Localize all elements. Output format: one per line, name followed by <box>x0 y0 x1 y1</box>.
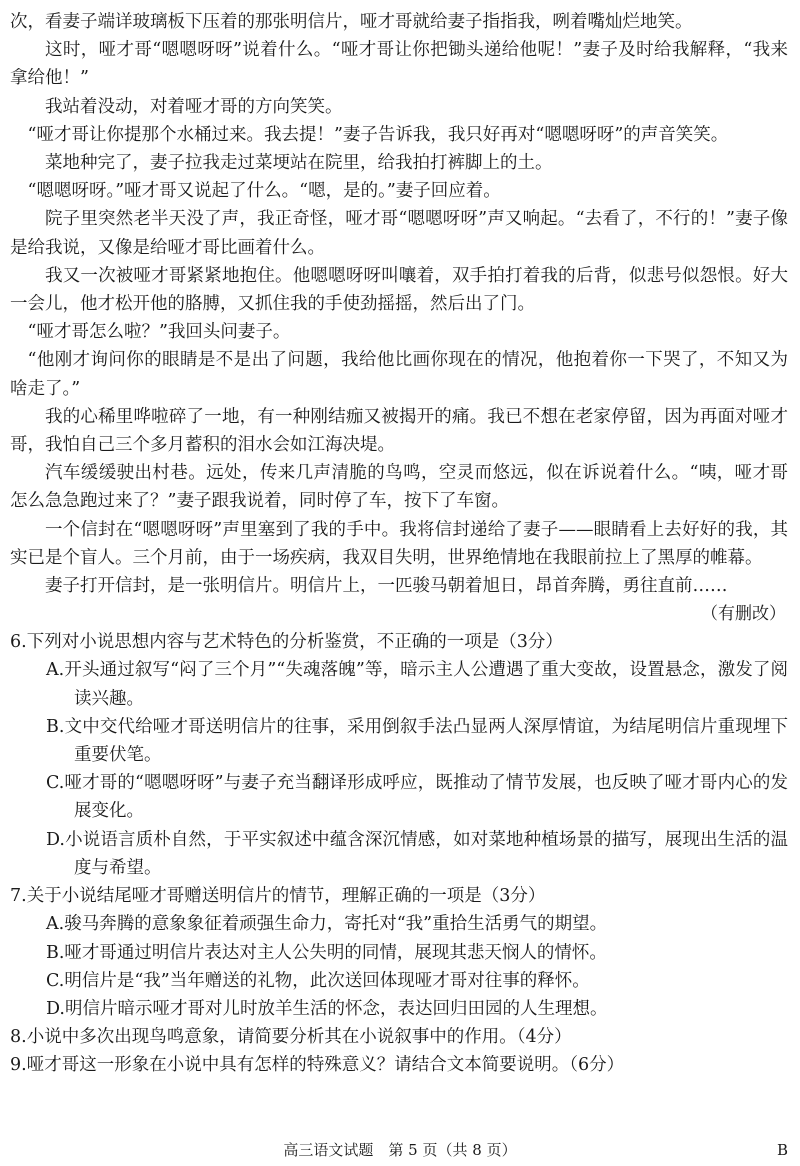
page-number: 高三语文试题 第 5 页（共 8 页） <box>283 1141 517 1159</box>
page-content <box>10 8 788 1080</box>
question-stem: 9.哑才哥这一形象在小说中具有怎样的特殊意义？请结合文本简要说明。（6分） <box>10 1055 625 1076</box>
passage-paragraph: “他刚才询问你的眼睛是不是出了问题，我给他比画你现在的情况，他抱着你一下哭了，不知又为啥走了。” <box>10 350 788 399</box>
passage-paragraph: “嗯嗯呀呀。”哑才哥又说起了什么。“嗯，是的。”妻子回应着。 <box>27 181 501 202</box>
question-stem: 8.小说中多次出现鸟鸣意象，请简要分析其在小说叙事中的作用。（4分） <box>10 1027 572 1048</box>
question-stem: 7.关于小说结尾哑才哥赠送明信片的情节，理解正确的一项是（3分） <box>10 886 546 907</box>
option-d: D.小说语言质朴自然，于平实叙述中蕴含深沉情感，如对菜地种植场景的描写，展现出生活的温度与希望。 <box>46 829 788 878</box>
option-c: C.明信片是“我”当年赠送的礼物，此次送回体现哑才哥对往事的释怀。 <box>46 970 590 991</box>
question-6 <box>10 628 788 882</box>
question-9 <box>10 1051 788 1079</box>
option-a: A.骏马奔腾的意象象征着顽强生命力，寄托对“我”重拾生活勇气的期望。 <box>46 914 608 935</box>
passage-paragraph: 妻子打开信封，是一张明信片。明信片上，一匹骏马朝着旭日，昂首奔腾，勇往直前…… <box>45 576 728 597</box>
source-note: （有删改） <box>701 604 786 625</box>
passage-paragraph: 次，看妻子端详玻璃板下压着的那张明信片，哑才哥就给妻子指指我，咧着嘴灿烂地笑。 <box>10 12 693 32</box>
passage-paragraph: 一个信封在“嗯嗯呀呀”声里塞到了我的手中。我将信封递给了妻子——眼睛看上去好好的我，其实已是个盲人。三个月前，由于一场疾病，我双目失明，世界绝情地在我眼前拉上了黑厚的帷幕。 <box>10 519 788 568</box>
passage-paragraph: 菜地种完了，妻子拉我走过菜埂站在院里，给我拍打裤脚上的土。 <box>45 153 553 174</box>
question-stem: 6.下列对小说思想内容与艺术特色的分析鉴赏，不正确的一项是（3分） <box>10 632 563 653</box>
passage-paragraph: 我站着没动，对着哑才哥的方向笑笑。 <box>45 96 343 117</box>
paper-version: B <box>776 1141 788 1159</box>
option-c: C.哑才哥的“嗯嗯呀呀”与妻子充当翻译形成呼应，既推动了情节发展，也反映了哑才哥内心的发展变化。 <box>46 773 788 822</box>
option-a: A.开头通过叙写“闷了三个月”“失魂落魄”等，暗示主人公遭遇了重大变故，设置悬念，激发了阅读兴趣。 <box>46 660 788 709</box>
passage-paragraph: 我又一次被哑才哥紧紧地抱住。他嗯嗯呀呀叫嚷着，双手拍打着我的后背，似悲号似怨恨。好大一会儿，他才松开他的胳膊，又抓住我的手使劲摇摇，然后出了门。 <box>10 265 788 315</box>
question-7 <box>10 882 788 1023</box>
option-b: B.哑才哥通过明信片表达对主人公失明的同情，展现其悲天悯人的情怀。 <box>46 942 607 963</box>
question-8 <box>10 1023 788 1051</box>
passage-paragraph: 这时，哑才哥“嗯嗯呀呀”说着什么。“哑才哥让你把锄头递给他呢！”妻子及时给我解释，“我来拿给他！” <box>10 40 788 89</box>
option-d: D.明信片暗示哑才哥对儿时放羊生活的怀念，表达回归田园的人生理想。 <box>46 998 608 1019</box>
passage-paragraph: “哑才哥怎么啦？”我回头问妻子。 <box>27 322 291 343</box>
reading-passage <box>10 8 788 628</box>
passage-paragraph: 院子里突然老半天没了声，我正奇怪，哑才哥“嗯嗯呀呀”声又响起。“去看了，不行的！”妻子像是给我说，又像是给哑才哥比画着什么。 <box>10 209 788 258</box>
passage-paragraph: 汽车缓缓驶出村巷。远处，传来几声清脆的鸟鸣，空灵而悠远，似在诉说着什么。“咦，哑才哥怎么急急跑过来了？”妻子跟我说着，同时停了车，按下了车窗。 <box>10 463 788 512</box>
passage-paragraph: “哑才哥让你提那个水桶过来。我去提！”妻子告诉我，我只好再对“嗯嗯呀呀”的声音笑笑。 <box>27 124 729 145</box>
passage-paragraph: 我的心稀里哗啦碎了一地，有一种刚结痂又被揭开的痛。我已不想在老家停留，因为再面对哑才哥，我怕自己三个多月蓄积的泪水会如江海决堤。 <box>10 406 788 456</box>
option-b: B.文中交代给哑才哥送明信片的往事，采用倒叙手法凸显两人深厚情谊，为结尾明信片重现埋下重要伏笔。 <box>46 716 788 766</box>
